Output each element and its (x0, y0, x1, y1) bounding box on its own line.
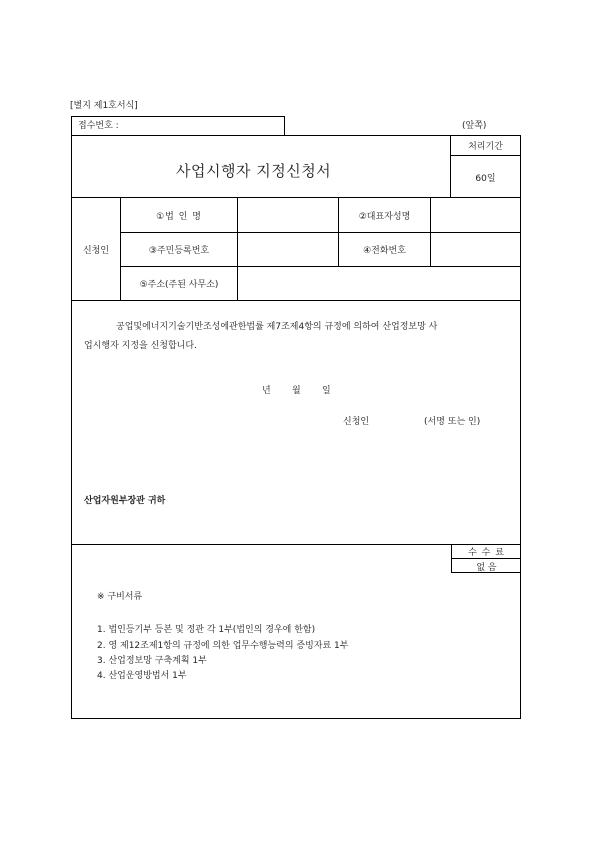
applicant-section-label: 신청인 (82, 246, 110, 256)
required-documents-heading: ※ 구비서류 (97, 592, 143, 602)
front-side-label: (앞쪽) (462, 121, 487, 131)
address-label: ⑤주소(주된 사무소) (139, 280, 219, 290)
date-day-label: 일 (322, 386, 331, 396)
registration-number-field[interactable] (238, 233, 338, 266)
form-title: 사업시행자 지정신청서 (176, 162, 332, 180)
document-item: 4. 산업운영방법서 1부 (97, 671, 187, 681)
statement-line-1: 공업및에너지기술기반조성에관한법률 제7조제4항의 규정에 의하여 산업정보망 사 (116, 322, 438, 332)
fee-label: 수 수 료 (468, 548, 505, 558)
signer-label: 신청인 (343, 417, 370, 427)
fee-value: 없 음 (476, 562, 497, 573)
representative-name-field[interactable] (431, 198, 520, 232)
processing-period-value: 60일 (475, 173, 496, 184)
date-year-label: 년 (262, 386, 271, 396)
representative-name-label: ②대표자성명 (358, 211, 411, 222)
document-item: 1. 법인등기부 등본 및 정관 각 1부(법인의 경우에 한함) (97, 625, 316, 635)
phone-number-label: ④전화번호 (363, 246, 406, 256)
corporate-name-label: ①법 인 명 (156, 211, 202, 222)
corporate-name-field[interactable] (238, 198, 338, 232)
divider (71, 300, 521, 301)
date-month-label: 월 (292, 386, 301, 396)
addressee: 산업자원부장관 귀하 (84, 496, 166, 506)
address-field[interactable] (238, 267, 520, 300)
receipt-number-box (71, 116, 285, 136)
phone-number-field[interactable] (431, 233, 520, 266)
form-tag: [별지 제1호서식] (70, 101, 138, 111)
registration-number-label: ③주민등록번호 (148, 246, 210, 256)
statement-line-2: 업시행자 지정을 신청합니다. (84, 341, 197, 351)
document-item: 2. 영 제12조제1항의 규정에 의한 업무수행능력의 증빙자료 1부 (97, 641, 349, 651)
processing-period-label: 처리기간 (468, 142, 503, 152)
receipt-number-label: 접수번호 : (78, 121, 119, 131)
document-item: 3. 산업정보망 구축계획 1부 (97, 656, 207, 666)
signature-note: (서명 또는 인) (424, 417, 481, 427)
